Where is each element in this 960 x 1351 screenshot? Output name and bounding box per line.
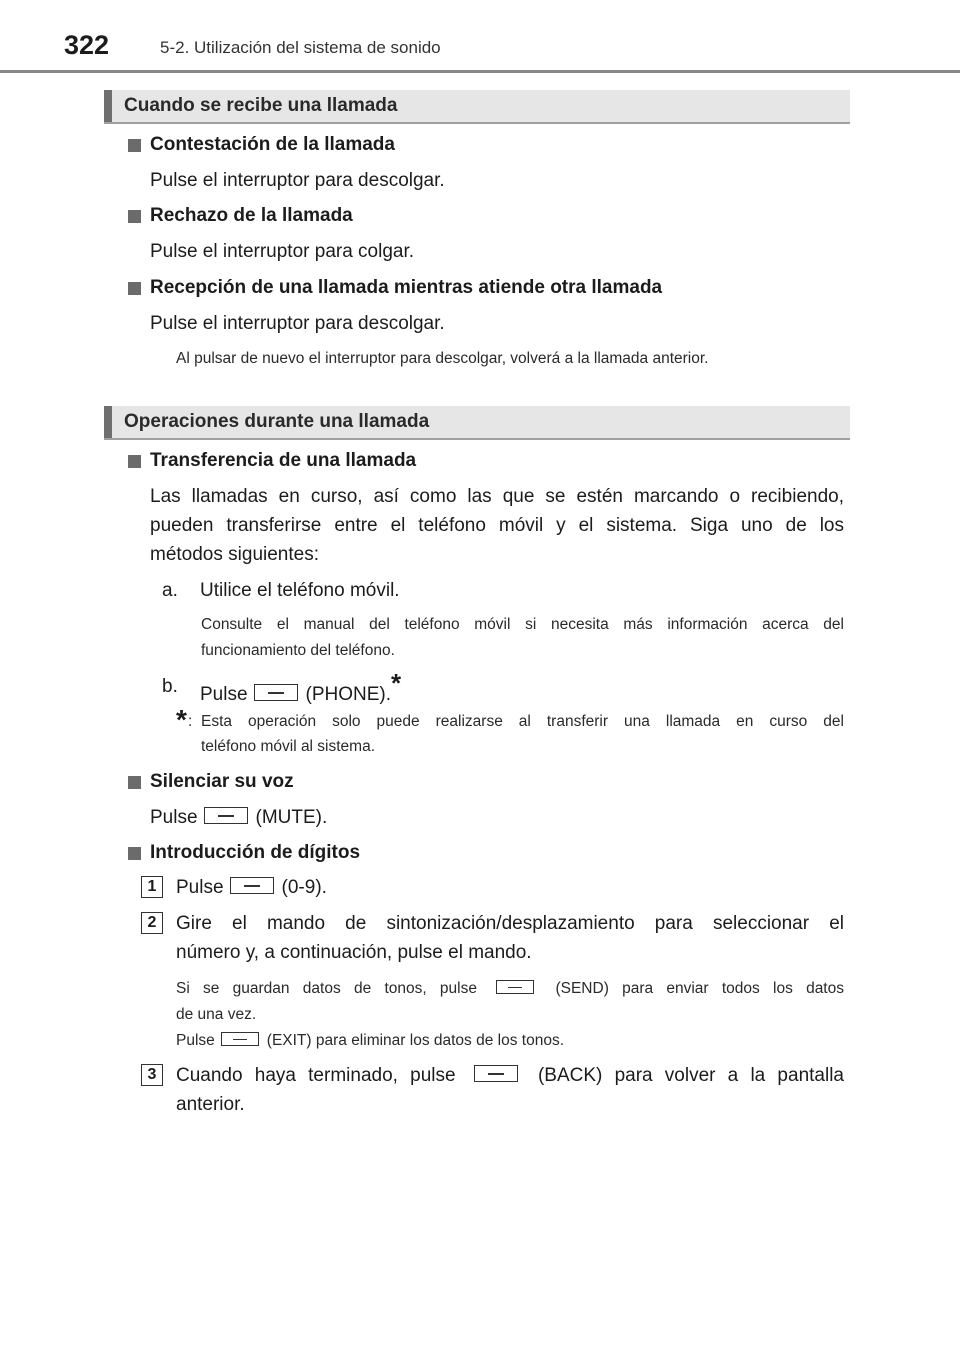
send-note-line2: de una vez.: [176, 1006, 257, 1023]
bullet-square-icon: [128, 455, 141, 468]
phone-button-icon: [254, 684, 298, 701]
section-header-during-call: [104, 406, 850, 440]
mute-button-icon: [204, 807, 248, 824]
step2-line: número y, a continuación, pulse el mando.: [176, 942, 532, 963]
step3-pre: Cuando haya terminado, pulse: [176, 1065, 456, 1086]
method-a-text: Utilice el teléfono móvil.: [200, 580, 400, 601]
step3-post: (BACK) para volver a la pantalla: [537, 1065, 844, 1086]
exit-note-post: (EXIT) para eliminar los datos de los tonos.: [266, 1032, 564, 1049]
mute-instruction: [150, 807, 327, 829]
call-waiting-note: Al pulsar de nuevo el interruptor para descolgar, volverá a la llamada anterior.: [176, 350, 709, 367]
mute-pre: Pulse: [150, 807, 198, 828]
item-heading-answer: Contestación de la llamada: [150, 134, 395, 155]
step3-line: [176, 1065, 844, 1087]
footnote-asterisk: *: [176, 704, 187, 735]
method-a-note-line: funcionamiento del teléfono.: [201, 642, 395, 659]
footnote-line: Esta operación solo puede realizarse al transferir una llamada en curso del: [201, 713, 844, 730]
bullet-square-icon: [128, 282, 141, 295]
send-button-icon: [496, 980, 534, 994]
item-text-reject: Pulse el interruptor para colgar.: [150, 241, 415, 262]
exit-note: [176, 1032, 564, 1050]
method-b-post: (PHONE).: [305, 684, 392, 705]
item-heading-digits: Introducción de dígitos: [150, 842, 361, 863]
section-header-accent: [104, 90, 112, 122]
page-number: 322: [64, 30, 110, 60]
send-note-post: (SEND) para enviar todos los datos: [555, 980, 844, 997]
step2-line: Gire el mando de sintonización/desplazamiento para seleccionar el: [176, 913, 844, 934]
bullet-square-icon: [128, 776, 141, 789]
mute-post: (MUTE).: [255, 807, 328, 828]
section-header-accent: [104, 406, 112, 438]
item-heading-reject: Rechazo de la llamada: [150, 205, 353, 226]
bullet-square-icon: [128, 847, 141, 860]
digits-button-icon: [230, 877, 274, 894]
footnote-colon: :: [188, 713, 193, 730]
section-title: Cuando se recibe una llamada: [124, 95, 398, 116]
exit-button-icon: [221, 1032, 259, 1046]
item-text-answer: Pulse el interruptor para descolgar.: [150, 170, 445, 191]
step3-line2: anterior.: [176, 1094, 245, 1115]
transfer-body-line: métodos siguientes:: [150, 544, 319, 565]
method-b-label: b.: [162, 676, 178, 697]
item-heading-mute: Silenciar su voz: [150, 771, 294, 792]
method-b-pre: Pulse: [200, 684, 248, 705]
item-heading-call-waiting: Recepción de una llamada mientras atiende otra llamada: [150, 277, 663, 298]
asterisk-mark: *: [391, 668, 402, 698]
method-b-text: [200, 668, 402, 707]
chapter-title: 5-2. Utilización del sistema de sonido: [160, 38, 441, 57]
step-number-2: 2: [141, 912, 163, 934]
header-divider: [0, 70, 960, 73]
section-title: Operaciones durante una llamada: [124, 411, 430, 432]
item-heading-transfer: Transferencia de una llamada: [150, 450, 417, 471]
send-note-line: [176, 980, 844, 998]
exit-note-pre: Pulse: [176, 1032, 215, 1049]
step1-pre: Pulse: [176, 877, 224, 898]
step1-text: [176, 877, 327, 899]
transfer-body-line: pueden transferirse entre el teléfono móvil y el sistema. Siga uno de los: [150, 515, 844, 536]
bullet-square-icon: [128, 210, 141, 223]
method-a-note-line: Consulte el manual del teléfono móvil si necesita más información acerca del: [201, 616, 844, 633]
step-number-3: 3: [141, 1064, 163, 1086]
send-note-pre: Si se guardan datos de tonos, pulse: [176, 980, 477, 997]
section-header-receive-call: [104, 90, 850, 124]
step1-post: (0-9).: [281, 877, 327, 898]
back-button-icon: [474, 1065, 518, 1082]
bullet-square-icon: [128, 139, 141, 152]
item-text-call-waiting: Pulse el interruptor para descolgar.: [150, 313, 445, 334]
transfer-body-line: Las llamadas en curso, así como las que se estén marcando o recibiendo,: [150, 486, 844, 507]
step-number-1: 1: [141, 876, 163, 898]
footnote-line: teléfono móvil al sistema.: [201, 738, 376, 755]
method-a-label: a.: [162, 580, 178, 601]
